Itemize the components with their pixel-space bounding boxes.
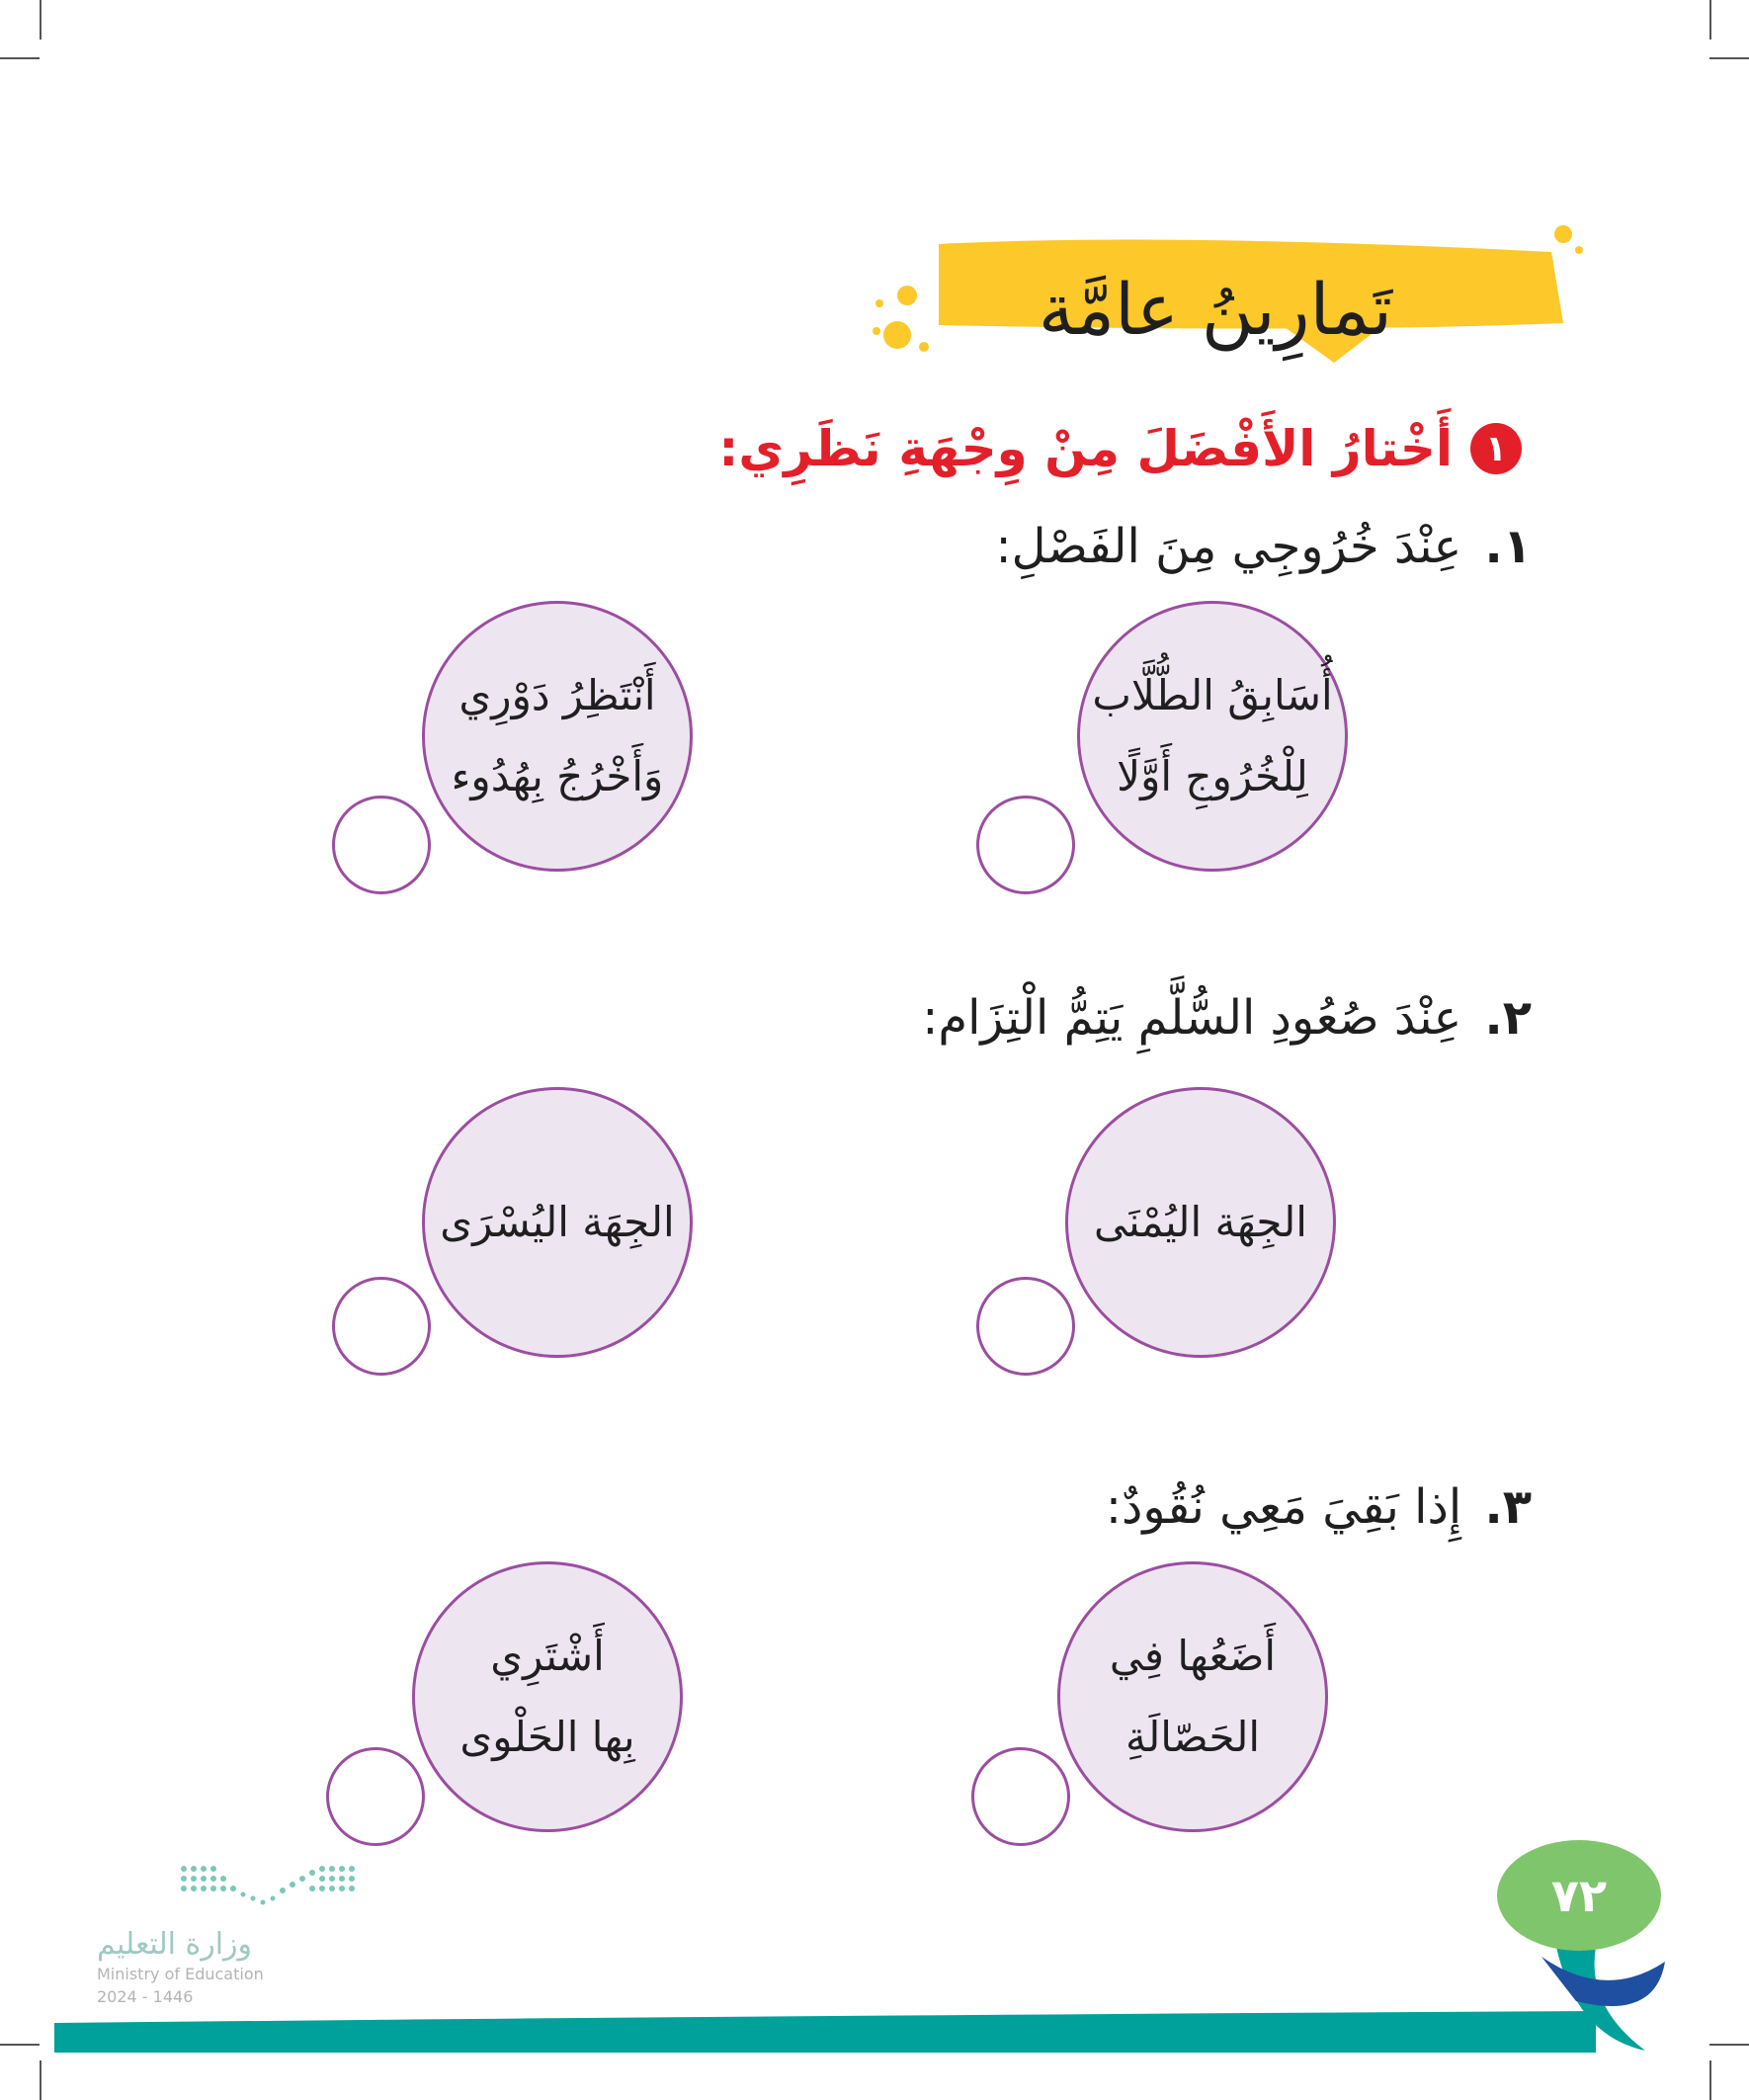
question-text: إِذا بَقِيَ مَعِي نُقُودٌ:: [1105, 1479, 1462, 1535]
option-line: أَشْتَرِي: [490, 1632, 605, 1680]
answer-circle[interactable]: [976, 1277, 1075, 1376]
question-2: [445, 990, 1532, 1046]
ministry-logo-dots: [178, 1861, 356, 1915]
option-line: الجِهَة اليُسْرَى: [440, 1198, 675, 1246]
question-1: [445, 519, 1532, 574]
answer-circle[interactable]: [971, 1747, 1070, 1846]
crop-mark: [1709, 2060, 1711, 2100]
page-title: تَمارِينُ عامَّة: [1038, 268, 1393, 351]
crop-mark: [1709, 57, 1749, 59]
crop-mark: [40, 0, 42, 40]
crop-mark: [0, 2044, 40, 2046]
question-number: ١.: [1484, 519, 1532, 574]
footer-bar: [54, 2011, 1596, 2053]
option-line: أُسَابِقُ الطُّلَّاب: [1092, 671, 1333, 719]
option-line: الحَصّالَةِ: [1124, 1713, 1261, 1761]
option-bubble: [1065, 1087, 1336, 1358]
ministry-name-arabic: وزارة التعليم: [97, 1927, 253, 1962]
option-line: أَضَعُها فِي: [1109, 1632, 1277, 1680]
instruction: [632, 420, 1522, 477]
crop-mark: [40, 2060, 42, 2100]
option-line: الجِهَة اليُمْنَى: [1094, 1198, 1307, 1246]
ministry-year: 2024 - 1446: [97, 1987, 194, 2006]
ministry-name-english: Ministry of Education: [97, 1965, 264, 1983]
crop-mark: [0, 57, 40, 59]
option-line: بِها الحَلْوى: [459, 1713, 635, 1761]
option-bubble: [412, 1561, 683, 1832]
option-bubble: [1057, 1561, 1328, 1832]
title-banner: [870, 222, 1601, 390]
option-line: أَنْتَظِرُ دَوْرِي: [458, 671, 656, 719]
answer-circle[interactable]: [332, 796, 431, 894]
instruction-number-badge: ١: [1470, 423, 1522, 474]
question-text: عِنْدَ خُرُوجِي مِنَ الفَصْلِ:: [995, 519, 1462, 574]
answer-circle[interactable]: [326, 1747, 425, 1846]
option-bubble: [1077, 601, 1348, 872]
question-number: ٢.: [1484, 990, 1532, 1046]
option-bubble: [422, 601, 693, 872]
instruction-text: أَخْتارُ الأَفْضَلَ مِنْ وِجْهَةِ نَظَرِي:: [718, 420, 1453, 477]
option-line: وَأَخْرُجُ بِهُدُوء: [451, 752, 664, 800]
question-text: عِنْدَ صُعُودِ السُّلَّمِ يَتِمُّ الْتِزَام:: [922, 990, 1462, 1046]
answer-circle[interactable]: [332, 1277, 431, 1376]
question-number: ٣.: [1484, 1479, 1532, 1535]
option-bubble: [422, 1087, 693, 1358]
answer-circle[interactable]: [976, 796, 1075, 894]
crop-mark: [1709, 0, 1711, 40]
crop-mark: [1709, 2044, 1749, 2046]
page-number: ٧٢: [1497, 1840, 1661, 1951]
question-3: [445, 1479, 1532, 1535]
option-line: لِلْخُرُوجِ أَوَّلًا: [1117, 752, 1308, 800]
